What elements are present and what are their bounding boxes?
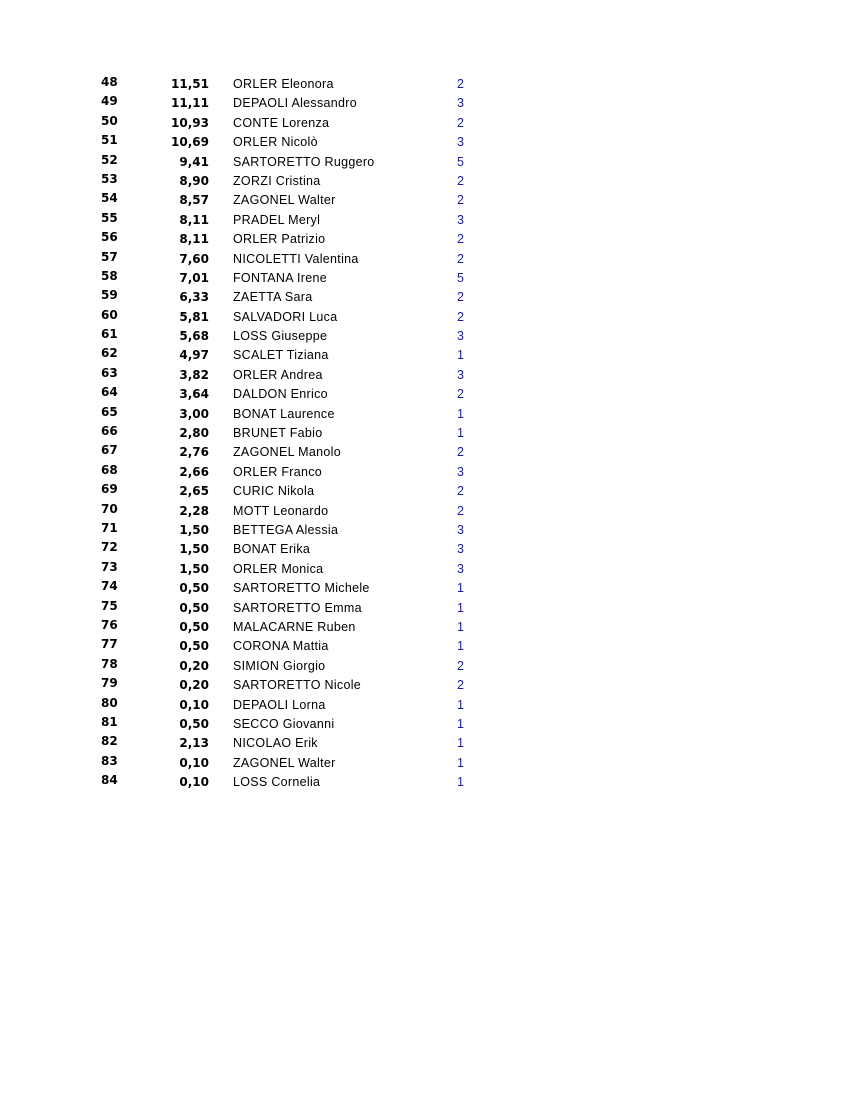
table-row — [0, 734, 850, 753]
rank-cell: 70 — [101, 501, 118, 516]
table-row — [0, 327, 850, 346]
rank-cell: 52 — [101, 152, 118, 167]
score-cell: 0,10 — [179, 755, 209, 770]
rank-cell: 69 — [101, 482, 118, 497]
count-cell: 1 — [457, 406, 464, 421]
score-cell: 8,90 — [179, 173, 209, 188]
rank-cell: 59 — [101, 288, 118, 303]
name-cell: MALACARNE Ruben — [233, 619, 356, 634]
name-cell: NICOLAO Erik — [233, 736, 318, 751]
score-cell: 0,10 — [179, 697, 209, 712]
count-cell: 3 — [457, 542, 464, 557]
rank-cell: 65 — [101, 404, 118, 419]
table-row — [0, 308, 850, 327]
rank-cell: 63 — [101, 365, 118, 380]
count-cell: 1 — [457, 639, 464, 654]
score-cell: 8,11 — [179, 232, 209, 247]
rank-cell: 76 — [101, 617, 118, 632]
name-cell: CORONA Mattia — [233, 639, 329, 654]
name-cell: SALVADORI Luca — [233, 309, 338, 324]
rank-cell: 83 — [101, 753, 118, 768]
rank-cell: 84 — [101, 773, 118, 788]
name-cell: ORLER Eleonora — [233, 77, 334, 91]
score-cell: 3,82 — [179, 367, 209, 382]
score-cell: 10,93 — [171, 115, 209, 130]
rank-cell: 49 — [101, 94, 118, 109]
ranking-table — [0, 75, 850, 792]
count-cell: 2 — [457, 115, 464, 130]
score-cell: 6,33 — [179, 290, 209, 305]
count-cell: 2 — [457, 658, 464, 673]
rank-cell: 68 — [101, 462, 118, 477]
count-cell: 2 — [457, 77, 464, 91]
rank-cell: 67 — [101, 443, 118, 458]
score-cell: 9,41 — [179, 154, 209, 169]
table-row — [0, 579, 850, 598]
rank-cell: 73 — [101, 559, 118, 574]
name-cell: DALDON Enrico — [233, 387, 328, 402]
count-cell: 1 — [457, 426, 464, 441]
count-cell: 2 — [457, 678, 464, 693]
table-row — [0, 346, 850, 365]
score-cell: 7,01 — [179, 270, 209, 285]
score-cell: 2,13 — [179, 736, 209, 751]
count-cell: 3 — [457, 96, 464, 111]
count-cell: 1 — [457, 755, 464, 770]
table-row — [0, 211, 850, 230]
score-cell: 3,64 — [179, 387, 209, 402]
name-cell: CURIC Nikola — [233, 484, 315, 499]
rank-cell: 78 — [101, 656, 118, 671]
count-cell: 2 — [457, 387, 464, 402]
name-cell: BONAT Laurence — [233, 406, 335, 421]
name-cell: ZAGONEL Manolo — [233, 445, 341, 460]
table-row — [0, 637, 850, 656]
count-cell: 5 — [457, 270, 464, 285]
score-cell: 0,10 — [179, 775, 209, 790]
count-cell: 3 — [457, 367, 464, 382]
count-cell: 2 — [457, 251, 464, 266]
table-row — [0, 250, 850, 269]
name-cell: SARTORETTO Ruggero — [233, 154, 375, 169]
name-cell: ZAGONEL Walter — [233, 193, 336, 208]
count-cell: 2 — [457, 484, 464, 499]
score-cell: 3,00 — [179, 406, 209, 421]
score-cell: 11,11 — [171, 96, 209, 111]
table-row — [0, 191, 850, 210]
name-cell: SARTORETTO Emma — [233, 600, 362, 615]
score-cell: 0,20 — [179, 658, 209, 673]
table-row — [0, 715, 850, 734]
rank-cell: 72 — [101, 540, 118, 555]
score-cell: 0,50 — [179, 619, 209, 634]
count-cell: 1 — [457, 619, 464, 634]
score-cell: 10,69 — [171, 135, 209, 150]
name-cell: CONTE Lorenza — [233, 115, 330, 130]
count-cell: 2 — [457, 309, 464, 324]
table-row — [0, 443, 850, 462]
rank-cell: 48 — [101, 75, 118, 89]
name-cell: BETTEGA Alessia — [233, 522, 339, 537]
count-cell: 3 — [457, 212, 464, 227]
score-cell: 0,50 — [179, 639, 209, 654]
table-row — [0, 482, 850, 501]
name-cell: SCALET Tiziana — [233, 348, 329, 363]
rank-cell: 50 — [101, 113, 118, 128]
rank-cell: 74 — [101, 579, 118, 594]
score-cell: 0,50 — [179, 600, 209, 615]
count-cell: 1 — [457, 581, 464, 596]
name-cell: SARTORETTO Michele — [233, 581, 370, 596]
name-cell: SARTORETTO Nicole — [233, 678, 362, 693]
count-cell: 1 — [457, 775, 464, 790]
name-cell: FONTANA Irene — [233, 270, 327, 285]
table-row — [0, 366, 850, 385]
table-row — [0, 560, 850, 579]
count-cell: 2 — [457, 193, 464, 208]
count-cell: 1 — [457, 348, 464, 363]
score-cell: 4,97 — [179, 348, 209, 363]
score-cell: 8,11 — [179, 212, 209, 227]
table-row — [0, 172, 850, 191]
rank-cell: 80 — [101, 695, 118, 710]
score-cell: 0,20 — [179, 678, 209, 693]
rank-cell: 71 — [101, 520, 118, 535]
count-cell: 2 — [457, 290, 464, 305]
count-cell: 2 — [457, 445, 464, 460]
count-cell: 1 — [457, 736, 464, 751]
score-cell: 2,66 — [179, 464, 209, 479]
rank-cell: 62 — [101, 346, 118, 361]
count-cell: 2 — [457, 503, 464, 518]
name-cell: NICOLETTI Valentina — [233, 251, 359, 266]
table-row — [0, 676, 850, 695]
score-cell: 11,51 — [171, 77, 209, 91]
rank-cell: 56 — [101, 230, 118, 245]
rank-cell: 66 — [101, 424, 118, 439]
score-cell: 5,81 — [179, 309, 209, 324]
table-row — [0, 94, 850, 113]
rank-cell: 60 — [101, 307, 118, 322]
rank-cell: 54 — [101, 191, 118, 206]
rank-cell: 79 — [101, 676, 118, 691]
name-cell: SECCO Giovanni — [233, 716, 335, 731]
name-cell: SIMION Giorgio — [233, 658, 326, 673]
name-cell: ORLER Nicolò — [233, 135, 318, 150]
name-cell: BONAT Erika — [233, 542, 311, 557]
name-cell: ORLER Franco — [233, 464, 323, 479]
table-row — [0, 618, 850, 637]
name-cell: LOSS Giuseppe — [233, 329, 328, 344]
count-cell: 3 — [457, 522, 464, 537]
score-cell: 5,68 — [179, 329, 209, 344]
count-cell: 2 — [457, 232, 464, 247]
name-cell: BRUNET Fabio — [233, 426, 323, 441]
name-cell: DEPAOLI Lorna — [233, 697, 326, 712]
score-cell: 2,28 — [179, 503, 209, 518]
rank-cell: 58 — [101, 268, 118, 283]
name-cell: ORLER Monica — [233, 561, 324, 576]
score-cell: 2,80 — [179, 426, 209, 441]
rank-cell: 61 — [101, 327, 118, 342]
count-cell: 3 — [457, 135, 464, 150]
table-row — [0, 754, 850, 773]
score-cell: 2,76 — [179, 445, 209, 460]
rank-cell: 57 — [101, 249, 118, 264]
name-cell: ZAGONEL Walter — [233, 755, 336, 770]
count-cell: 1 — [457, 600, 464, 615]
score-cell: 2,65 — [179, 484, 209, 499]
count-cell: 3 — [457, 561, 464, 576]
rank-cell: 82 — [101, 734, 118, 749]
score-cell: 0,50 — [179, 581, 209, 596]
count-cell: 5 — [457, 154, 464, 169]
name-cell: ZAETTA Sara — [233, 290, 313, 305]
score-cell: 1,50 — [179, 542, 209, 557]
rank-cell: 64 — [101, 385, 118, 400]
score-cell: 7,60 — [179, 251, 209, 266]
score-cell: 1,50 — [179, 522, 209, 537]
table-row — [0, 269, 850, 288]
rank-cell: 51 — [101, 133, 118, 148]
name-cell: ORLER Andrea — [233, 367, 323, 382]
table-row — [0, 657, 850, 676]
rank-cell: 53 — [101, 171, 118, 186]
name-cell: MOTT Leonardo — [233, 503, 329, 518]
table-row — [0, 773, 850, 792]
name-cell: LOSS Cornelia — [233, 775, 321, 790]
name-cell: DEPAOLI Alessandro — [233, 96, 357, 111]
count-cell: 3 — [457, 329, 464, 344]
score-cell: 8,57 — [179, 193, 209, 208]
table-row — [0, 385, 850, 404]
table-row — [0, 599, 850, 618]
table-row — [0, 288, 850, 307]
count-cell: 2 — [457, 173, 464, 188]
table-row — [0, 153, 850, 172]
table-row — [0, 540, 850, 559]
table-row — [0, 405, 850, 424]
table-row — [0, 114, 850, 133]
name-cell: PRADEL Meryl — [233, 212, 321, 227]
name-cell: ZORZI Cristina — [233, 173, 321, 188]
count-cell: 3 — [457, 464, 464, 479]
table-row — [0, 463, 850, 482]
table-row — [0, 424, 850, 443]
table-row — [0, 502, 850, 521]
count-cell: 1 — [457, 697, 464, 712]
count-cell: 1 — [457, 716, 464, 731]
score-cell: 1,50 — [179, 561, 209, 576]
name-cell: ORLER Patrizio — [233, 232, 326, 247]
table-row — [0, 696, 850, 715]
table-row — [0, 133, 850, 152]
score-cell: 0,50 — [179, 716, 209, 731]
rank-cell: 81 — [101, 714, 118, 729]
rank-cell: 75 — [101, 598, 118, 613]
table-row — [0, 230, 850, 249]
rank-cell: 55 — [101, 210, 118, 225]
table-row — [0, 75, 850, 94]
table-row — [0, 521, 850, 540]
rank-cell: 77 — [101, 637, 118, 652]
